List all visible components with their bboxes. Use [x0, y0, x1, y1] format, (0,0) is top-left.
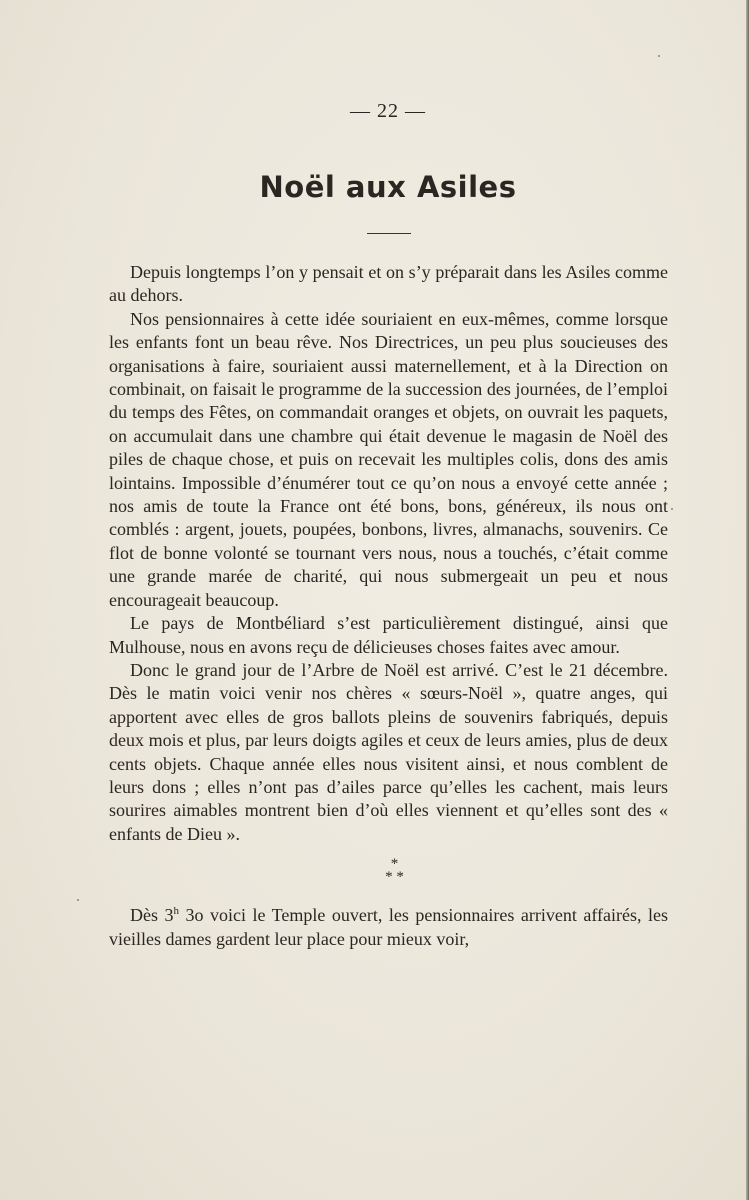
paper-speck	[77, 899, 79, 901]
asterism-bottom: * *	[385, 869, 404, 886]
paragraph: Nos pensionnaires à cette idée souriaient en eux-mêmes, comme lorsque les enfants font un beau rêve. Nos Directrices, un peu plus soucieuses des organisations à faire, souriaient aussi maternellement, et à la Direction on combinait, on faisait le programme de la succession des journées, de l’emploi du temps des Fêtes, on commandait oranges et objets, on ouvrait les paquets, on accumulait dans une chambre qui était devenue le magasin de Noël des piles de chaque chose, et puis on recevait les multiples colis, dons des amis lointains. Impossible d’énumérer tout ce qu’on nous a envoyé cette année ; nos amis de toute la France ont été bons, bons, généreux, ils nous ont comblés : argent, jouets, poupées, bonbons, livres, almanachs, souvenirs. Ce flot de bonne volonté se tournant vers nous, nous a touchés, c’était comme une grande marée de charité, qui nous submergeait un peu et nous encourageait beaucoup.	[109, 308, 668, 610]
paragraph: Donc le grand jour de l’Arbre de Noël est arrivé. C’est le 21 décembre. Dès le matin voici venir nos chères « sœurs-Noël », quatre anges, qui apportent avec elles de gros ballots pleins de souvenirs fabriqués, depuis deux mois et plus, par leurs doigts agiles et ceux de leurs amies, plus de deux cents objets. Chaque année elles nous visitent ainsi, et nous comblent de leurs dons ; elles n’ont pas d’ailes parce qu’elles les cachent, mais leurs sourires aimables montrent bien d’où elles viennent et qu’elles sont des « enfants de Dieu ».	[109, 659, 668, 844]
chapter-title: Noël aux Asiles	[259, 170, 517, 204]
paragraph: Le pays de Montbéliard s’est particulièrement distingué, ainsi que Mulhouse, nous en avons reçu de délicieuses choses faites avec amour.	[109, 613, 668, 657]
asterism-top: *	[390, 856, 399, 873]
title-divider	[367, 233, 411, 234]
time-prefix: Dès 3	[130, 905, 174, 926]
paragraph-last	[109, 904, 668, 951]
body-text	[109, 261, 668, 951]
paper-speck	[658, 55, 660, 57]
paragraph: Depuis longtemps l’on y pensait et on s’y préparait dans les Asiles comme au dehors.	[109, 262, 668, 306]
page-number: — 22 —	[350, 100, 426, 122]
time-superscript: h	[173, 905, 179, 918]
paper-speck	[671, 508, 673, 510]
asterism-separator	[109, 858, 668, 884]
paragraph-text: 3o voici le Temple ouvert, les pensionnaires arrivent affairés, les vieilles dames gardent leur place pour mieux voir,	[109, 905, 668, 949]
